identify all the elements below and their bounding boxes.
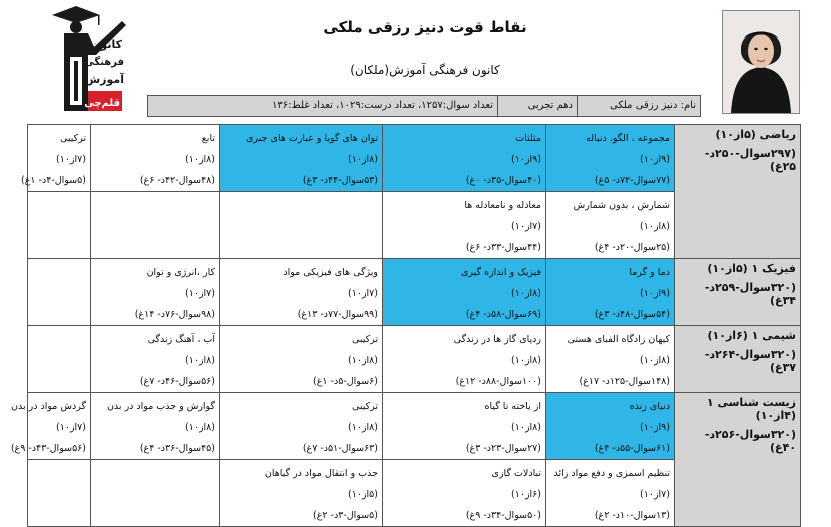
- topic-detail: (۱۳سوال-۱۰د- ۲غ): [594, 510, 670, 521]
- topic-name: جذب و انتقال مواد در گیاهان: [264, 468, 378, 479]
- topic-cell: [383, 326, 546, 393]
- topic-detail: (۵۰سوال-۳۴د- ۹غ): [465, 510, 541, 521]
- topic-score: (۸از۱۰): [348, 154, 378, 165]
- topic-score: (۹از۱۰): [511, 154, 541, 165]
- topic-name: معادله و نامعادله ها: [464, 200, 541, 211]
- student-portrait: [723, 11, 799, 113]
- topic-score: (۸از۱۰): [511, 355, 541, 366]
- topic-detail: (۵۶سوال-۴۶د- ۷غ): [139, 376, 215, 387]
- topic-detail: (۱۰۰سوال-۸۸د- ۱۲غ): [455, 376, 541, 387]
- topic-score: (۹از۱۰): [640, 288, 670, 299]
- topic-score: (۷از۱۰): [511, 221, 541, 232]
- svg-text:فرهنگی: فرهنگی: [84, 57, 124, 68]
- subject-name: زیست شناسی ۱ (۴از۱۰): [706, 396, 796, 422]
- topic-detail: (۴۸سوال-۴۲د- ۶غ): [139, 175, 215, 186]
- student-grade: دهم تجربی: [497, 96, 577, 116]
- topic-name: توان های گویا و عبارت های جبری: [246, 133, 378, 144]
- topic-name: تابع: [201, 133, 215, 144]
- topic-cell: [546, 326, 675, 393]
- strengths-table: [10, 124, 801, 527]
- topic-score: (۷از۱۰): [185, 288, 215, 299]
- topic-detail: (۴۴سوال-۳۳د- ۶غ): [465, 242, 541, 253]
- subject-name: ریاضی (۵از۱۰): [715, 128, 796, 141]
- table-row: [28, 393, 801, 460]
- topic-cell: [220, 326, 383, 393]
- topic-detail: (۵سوال-۳د- ۲غ): [313, 510, 378, 521]
- table-row: [28, 259, 801, 326]
- empty-cell: [28, 326, 91, 393]
- subject-stats: (۳۲۰سوال-۲۵۶د- ۴۰غ): [704, 428, 796, 454]
- topic-cell: [546, 125, 675, 192]
- topic-detail: (۹۸سوال-۷۶د- ۱۴غ): [134, 309, 215, 320]
- topic-name: مثلثات: [515, 133, 541, 144]
- empty-cell: [91, 192, 220, 259]
- topic-name: گوارش و جذب مواد در بدن: [106, 401, 215, 412]
- topic-cell: [220, 460, 383, 527]
- subject-stats: (۲۹۷سوال-۲۵۰د- ۲۵غ): [704, 147, 796, 173]
- page-subtitle: کانون فرهنگی آموزش(ملکان): [350, 63, 500, 77]
- topic-detail: (۱۴۸سوال-۱۲۵د- ۱۷غ): [579, 376, 670, 387]
- topic-score: (۷از۱۰): [348, 288, 378, 299]
- topic-score: (۷از۱۰): [640, 489, 670, 500]
- subject-cell: [675, 393, 801, 527]
- subject-name: فیزیک ۱ (۵از۱۰): [707, 262, 796, 275]
- topic-cell: [546, 259, 675, 326]
- topic-cell: [546, 460, 675, 527]
- empty-cell: [91, 460, 220, 527]
- topic-cell: [383, 192, 546, 259]
- topic-cell: [91, 393, 220, 460]
- topic-name: کیهان زادگاه الفبای هستی: [567, 334, 670, 345]
- topic-name: کار ،انرژی و توان: [146, 267, 215, 278]
- topic-cell: [383, 393, 546, 460]
- topic-detail: (۲۵سوال-۲۰د- ۴غ): [594, 242, 670, 253]
- topic-detail: (۹۹سوال-۷۷د- ۱۳غ): [297, 309, 378, 320]
- svg-text:کانون: کانون: [91, 38, 122, 51]
- strengths-table-body: [10, 125, 801, 527]
- subject-stats: (۳۲۰سوال-۲۵۹د- ۳۴غ): [704, 281, 796, 307]
- topic-detail: (۶سوال-۵د- ۱غ): [313, 376, 378, 387]
- empty-cell: [28, 192, 91, 259]
- student-stats: تعداد سوال:۱۲۵۷، تعداد درست:۱۰۲۹، تعداد غلط:۱۳۶: [272, 100, 493, 111]
- topic-cell: [220, 125, 383, 192]
- topic-detail: (۴۰سوال-۳۵د- ۰غ): [465, 175, 541, 186]
- topic-cell: [546, 393, 675, 460]
- kanoon-logo: [48, 3, 130, 115]
- page-title: نقاط قوت دنیز رزقی ملکی: [323, 18, 527, 36]
- topic-score: (۶از۱۰): [511, 489, 541, 500]
- subject-cell: [675, 125, 801, 259]
- student-photo: [722, 10, 800, 114]
- topic-cell: [383, 259, 546, 326]
- topic-detail: (۵۴سوال-۴۸د- ۳غ): [594, 309, 670, 320]
- svg-text:آموزش: آموزش: [85, 73, 124, 86]
- topic-detail: (۶۹سوال-۵۸د- ۴غ): [465, 309, 541, 320]
- topic-name: دنیای زنده: [629, 401, 670, 412]
- topic-name: تنظیم اسمزی و دفع مواد زائد: [553, 468, 670, 479]
- topic-name: دما و گرما: [629, 267, 670, 278]
- table-row: [28, 125, 801, 192]
- subject-cell: [675, 326, 801, 393]
- topic-detail: (۷۷سوال-۷۲د- ۵غ): [594, 175, 670, 186]
- topic-name: آب ، آهنگ زندگی: [147, 334, 215, 345]
- topic-name: تبادلات گازی: [491, 468, 541, 479]
- topic-score: (۸از۱۰): [640, 221, 670, 232]
- subject-stats: (۳۲۰سوال-۲۶۴د- ۳۷غ): [704, 348, 796, 374]
- topic-score: (۷از۱۰): [56, 154, 86, 165]
- topic-name: ترکیبی: [351, 401, 378, 412]
- topic-name: از یاخته تا گیاه: [484, 401, 541, 412]
- topic-name: ترکیبی: [59, 133, 86, 144]
- topic-name: ویژگی های فیزیکی مواد: [283, 267, 378, 278]
- topic-score: (۹از۱۰): [640, 422, 670, 433]
- topic-score: (۸از۱۰): [348, 422, 378, 433]
- topic-score: (۸از۱۰): [348, 355, 378, 366]
- topic-detail: (۶۳سوال-۵۱د- ۷غ): [302, 443, 378, 454]
- topic-score: (۹از۱۰): [640, 154, 670, 165]
- subject-cell: [675, 259, 801, 326]
- topic-detail: (۶۱سوال-۵۵د- ۴غ): [594, 443, 670, 454]
- student-info-bar: [147, 95, 701, 117]
- topic-cell: [91, 125, 220, 192]
- topic-detail: (۵سوال-۴د- ۱غ): [21, 175, 86, 186]
- topic-score: (۷از۱۰): [56, 422, 86, 433]
- topic-cell: [21, 125, 91, 192]
- topic-name: شمارش ، بدون شمارش: [573, 200, 670, 211]
- student-name: نام: دنیز رزقی ملکی: [577, 96, 700, 116]
- topic-score: (۸از۱۰): [185, 154, 215, 165]
- topic-name: ترکیبی: [351, 334, 378, 345]
- topic-cell: [383, 125, 546, 192]
- topic-score: (۸از۱۰): [640, 355, 670, 366]
- empty-cell: [28, 259, 91, 326]
- topic-cell: [546, 192, 675, 259]
- topic-score: (۸از۱۰): [511, 422, 541, 433]
- topic-detail: (۴۵سوال-۳۶د- ۴غ): [139, 443, 215, 454]
- topic-score: (۸از۱۰): [185, 355, 215, 366]
- table-row: [28, 326, 801, 393]
- topic-name: ردپای گاز ها در زندگی: [453, 334, 541, 345]
- topic-score: (۸از۱۰): [511, 288, 541, 299]
- topic-cell: [10, 393, 91, 460]
- svg-text:قلم‌چی: قلم‌چی: [84, 98, 120, 109]
- topic-cell: [220, 259, 383, 326]
- subject-name: شیمی ۱ (۶از۱۰): [707, 329, 796, 342]
- topic-cell: [91, 259, 220, 326]
- topic-cell: [91, 326, 220, 393]
- empty-cell: [28, 460, 91, 527]
- empty-cell: [220, 192, 383, 259]
- topic-name: مجموعه ، الگو، دنباله: [586, 133, 670, 144]
- topic-detail: (۵۶سوال-۴۳د- ۹غ): [10, 443, 86, 454]
- topic-score: (۵از۱۰): [348, 489, 378, 500]
- topic-score: (۸از۱۰): [185, 422, 215, 433]
- topic-detail: (۵۳سوال-۴۴د- ۳غ): [302, 175, 378, 186]
- topic-cell: [220, 393, 383, 460]
- topic-name: گردش مواد در بدن: [11, 401, 86, 412]
- topic-detail: (۲۷سوال-۲۳د- ۳غ): [465, 443, 541, 454]
- topic-cell: [383, 460, 546, 527]
- topic-name: فیزیک و اندازه گیری: [461, 267, 541, 278]
